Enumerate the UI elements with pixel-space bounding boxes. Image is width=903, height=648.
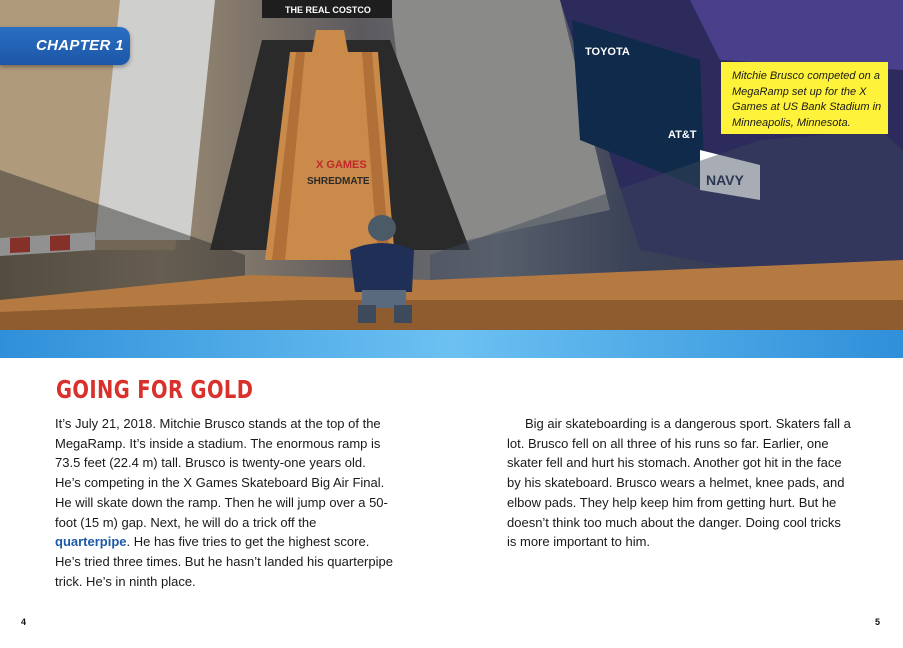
right-column-text: Big air skateboarding is a dangerous sport. Skaters fall a lot. Brusco fell on all three of his runs so far. Earlier, one skater fell and hurt his stomach. Another got hit in the face by his skateboard. Brusco wears a helmet, knee pads, and elbow pads. They help keep him from getting hurt. But he doesn’t think too much about the danger. Doing cool tricks is more important to him. bbox=[507, 416, 851, 550]
left-text-after: . He has five tries to get the highest score. He’s tried three times. But he hasn’t landed his quarterpipe trick. He’s in ninth place. bbox=[55, 534, 393, 589]
roll-in bbox=[312, 30, 348, 52]
ramp-signage: SHREDMATE bbox=[307, 176, 370, 187]
page-heading: GOING FOR GOLD bbox=[56, 375, 254, 404]
glossary-term-quarterpipe[interactable]: quarterpipe bbox=[55, 534, 127, 550]
left-text-before: It’s July 21, 2018. Mitchie Brusco stands at the top of the MegaRamp. It’s inside a stadium. The enormous ramp is 73.5 feet (22.4 m) tall. Brusco is twenty-one years old. He’s competing in the X Games Skateboard Big Air Final. He will skate down the ramp. Then he will jump over a 50-foot (15 m) gap. Next, he will do a trick off the bbox=[55, 416, 388, 530]
chapter-tab bbox=[0, 27, 130, 65]
svg-text:THE REAL COSTCO: THE REAL COSTCO bbox=[285, 5, 371, 15]
x-games-logo: X GAMES bbox=[316, 159, 367, 171]
skater-body bbox=[350, 243, 414, 292]
page-number-left: 4 bbox=[21, 617, 27, 627]
page-number-right: 5 bbox=[875, 617, 881, 627]
skater-helmet bbox=[368, 215, 396, 241]
blue-band bbox=[0, 330, 903, 358]
sponsor-toyota: TOYOTA bbox=[585, 46, 630, 58]
sponsor-att: AT&T bbox=[668, 129, 697, 141]
chapter-label: CHAPTER 1 bbox=[36, 37, 124, 54]
photo-caption: Mitchie Brusco competed on a MegaRamp set up for the X Games at US Bank Stadium in Minneapolis, Minnesota. bbox=[721, 62, 888, 134]
left-column-text bbox=[55, 414, 395, 591]
